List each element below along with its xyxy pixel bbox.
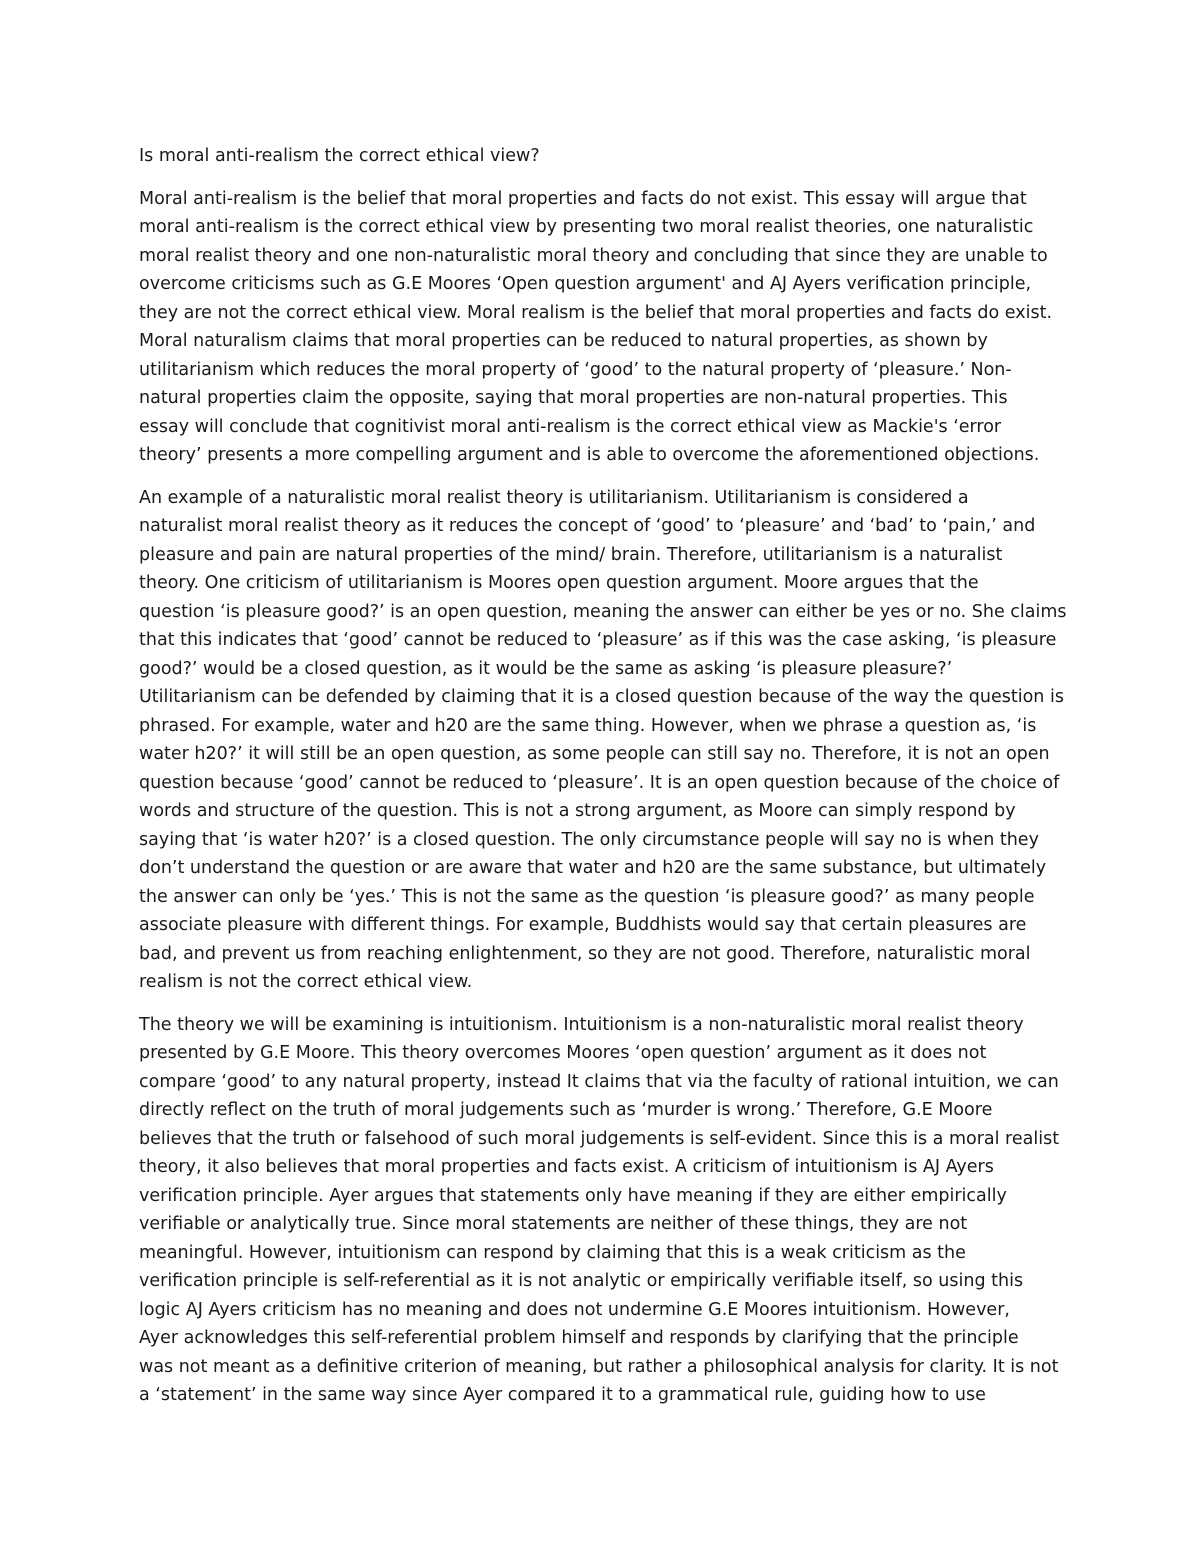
text-line: Utilitarianism can be defended by claiming that it is a closed question because of the way the question is xyxy=(139,687,1064,707)
text-line: Moral naturalism claims that moral properties can be reduced to natural properties, as shown by xyxy=(139,331,988,351)
paragraph-2 xyxy=(139,484,1079,997)
text-line: compare ‘good’ to any natural property, instead It claims that via the faculty of rational intuition, we can xyxy=(139,1071,1059,1092)
paragraph-3 xyxy=(139,1011,1079,1410)
text-line: The theory we will be examining is intuitionism. Intuitionism is a non-naturalistic moral realist theory xyxy=(139,1014,1024,1035)
text-line: that this indicates that ‘good’ cannot be reduced to ‘pleasure’ as if this was the case asking, ‘is pleasure xyxy=(139,630,1057,650)
text-line: logic AJ Ayers criticism has no meaning and does not undermine G.E Moores intuitionism. However, xyxy=(139,1299,1010,1320)
essay-text xyxy=(139,185,1079,1410)
text-line: Moral anti-realism is the belief that moral properties and facts do not exist. This essay will argue that xyxy=(139,188,1027,209)
text-line: moral realist theory and one non-naturalistic moral theory and concluding that since they are unable to xyxy=(139,245,1048,266)
paragraph-1 xyxy=(139,185,1079,470)
document-title: Is moral anti-realism the correct ethical view? xyxy=(139,146,540,166)
text-line: a ‘statement’ in the same way since Ayer compared it to a grammatical rule, guiding how to use xyxy=(139,1385,986,1405)
text-line: believes that the truth or falsehood of such moral judgements is self-evident. Since this is a moral realist xyxy=(139,1128,1060,1149)
text-line: question because ‘good’ cannot be reduced to ‘pleasure’. It is an open question because of the choice of xyxy=(139,772,1060,793)
text-line: utilitarianism which reduces the moral property of ‘good’ to the natural property of ‘pleasure.’ Non- xyxy=(139,359,1012,380)
text-line: verification principle. Ayer argues that statements only have meaning if they are either empirically xyxy=(139,1185,1007,1206)
text-line: meaningful. However, intuitionism can respond by claiming that this is a weak criticism as the xyxy=(139,1242,966,1263)
text-line: the answer can only be ‘yes.’ This is not the same as the question ‘is pleasure good?’ as many people xyxy=(139,886,1035,907)
text-line: was not meant as a definitive criterion of meaning, but rather a philosophical analysis for clarity. It is not xyxy=(139,1356,1059,1377)
text-line: theory’ presents a more compelling argument and is able to overcome the aforementioned objections. xyxy=(139,445,1040,465)
text-line: naturalist moral realist theory as it reduces the concept of ‘good’ to ‘pleasure’ and ‘bad’ to ‘pain,’ and xyxy=(139,516,1036,536)
text-line: An example of a naturalistic moral realist theory is utilitarianism. Utilitarianism is considered a xyxy=(139,487,969,508)
text-line: moral anti-realism is the correct ethical view by presenting two moral realist theories, one naturalistic xyxy=(139,217,1034,237)
text-line: theory. One criticism of utilitarianism is Moores open question argument. Moore argues that the xyxy=(139,573,979,593)
text-line: words and structure of the question. This is not a strong argument, as Moore can simply respond by xyxy=(139,801,1016,821)
text-line: directly reflect on the truth of moral judgements such as ‘murder is wrong.’ Therefore, G.E Moore xyxy=(139,1100,993,1120)
text-line: question ‘is pleasure good?’ is an open question, meaning the answer can either be yes or no. She claims xyxy=(139,601,1067,622)
text-line: phrased. For example, water and h20 are the same thing. However, when we phrase a question as, ‘is xyxy=(139,715,1037,736)
text-line: saying that ‘is water h20?’ is a closed question. The only circumstance people will say no is when they xyxy=(139,829,1039,850)
text-line: essay will conclude that cognitivist moral anti-realism is the correct ethical view as Mackie's ‘error xyxy=(139,416,1002,437)
text-line: theory, it also believes that moral properties and facts exist. A criticism of intuitionism is AJ Ayers xyxy=(139,1157,994,1177)
text-line: water h20?’ it will still be an open question, as some people can still say no. Therefore, it is not an open xyxy=(139,744,1050,764)
text-line: presented by G.E Moore. This theory overcomes Moores ‘open question’ argument as it does not xyxy=(139,1043,987,1063)
text-line: they are not the correct ethical view. Moral realism is the belief that moral properties and facts do exist. xyxy=(139,302,1053,323)
text-line: pleasure and pain are natural properties of the mind/ brain. Therefore, utilitarianism is a naturalist xyxy=(139,544,1003,565)
text-line: associate pleasure with different things. For example, Buddhists would say that certain pleasures are xyxy=(139,915,1027,935)
text-line: verifiable or analytically true. Since moral statements are neither of these things, they are not xyxy=(139,1214,968,1234)
text-line: natural properties claim the opposite, saying that moral properties are non-natural properties. This xyxy=(139,388,1008,408)
text-line: realism is not the correct ethical view. xyxy=(139,972,473,992)
text-line: Ayer acknowledges this self-referential problem himself and responds by clarifying that the principle xyxy=(139,1328,1019,1348)
text-line: overcome criticisms such as G.E Moores ‘Open question argument' and AJ Ayers verification principle, xyxy=(139,274,1032,294)
text-line: good?’ would be a closed question, as it would be the same as asking ‘is pleasure pleasure?’ xyxy=(139,658,953,679)
text-line: bad, and prevent us from reaching enlightenment, so they are not good. Therefore, naturalistic moral xyxy=(139,943,1031,964)
document-body xyxy=(139,142,1079,1424)
text-line: verification principle is self-referential as it is not analytic or empirically verifiable itself, so using this xyxy=(139,1271,1024,1291)
text-line: don’t understand the question or are aware that water and h20 are the same substance, but ultimately xyxy=(139,858,1047,878)
